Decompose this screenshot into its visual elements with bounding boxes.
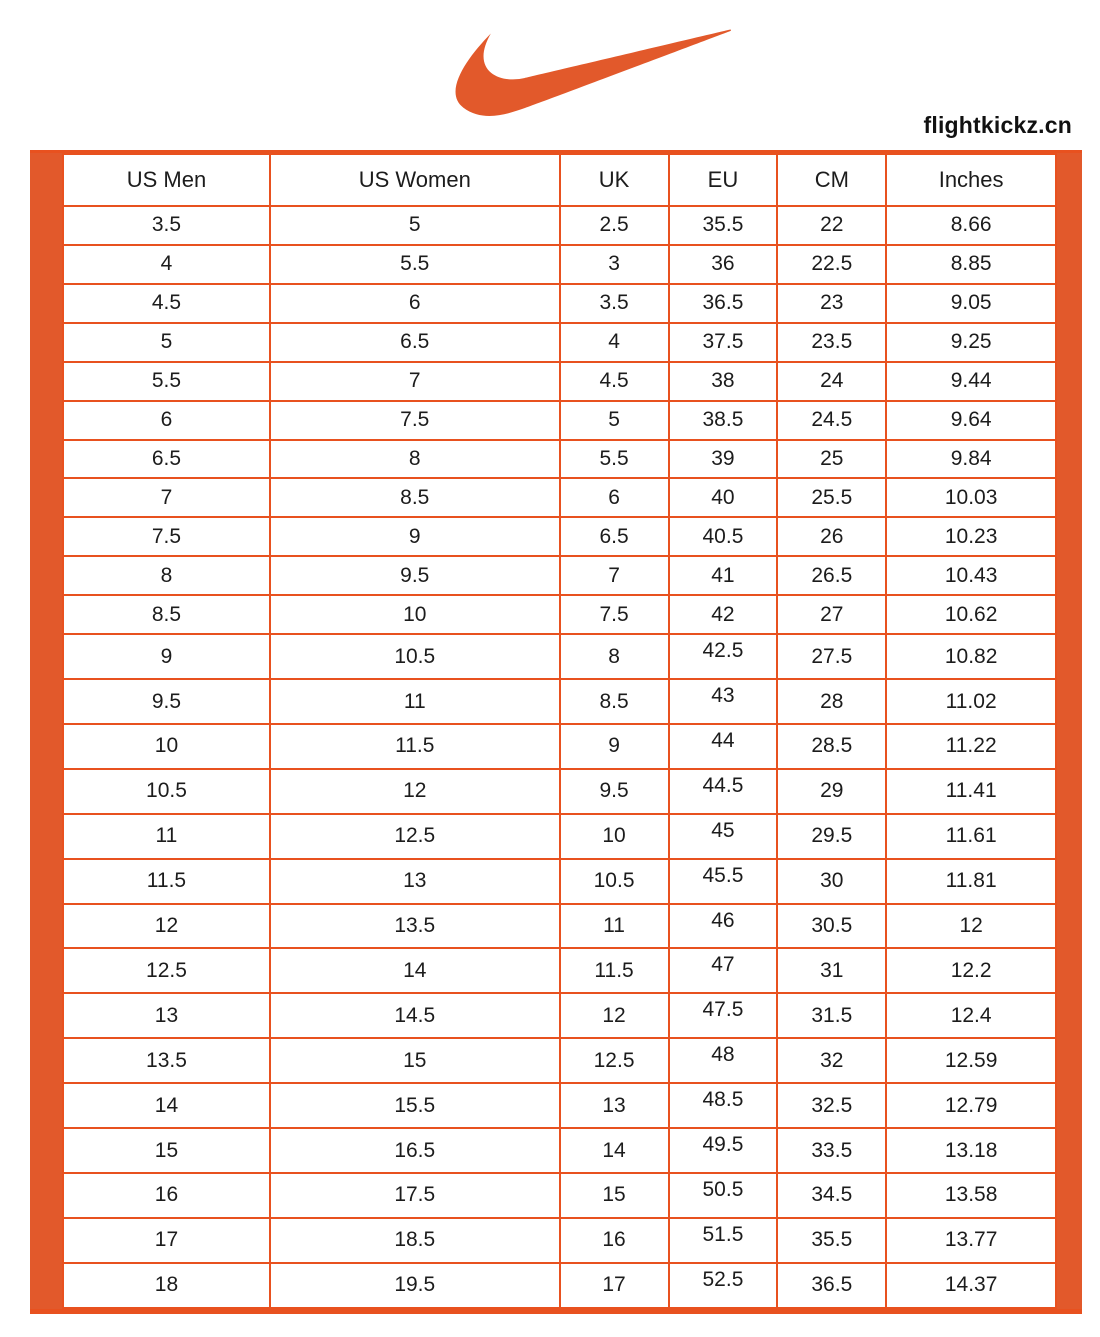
table-cell: 13.5 [63, 1038, 270, 1083]
table-row [63, 1173, 1056, 1218]
table-cell: 25.5 [777, 478, 886, 517]
table-cell: 10.5 [560, 859, 669, 904]
table-cell: 6 [560, 478, 669, 517]
table-cell: 7 [270, 362, 560, 401]
table-cell: 4 [560, 323, 669, 362]
table-cell: 12.4 [886, 993, 1056, 1038]
table-cell: 9 [63, 634, 270, 679]
table-row [63, 634, 1056, 679]
table-cell: 13 [270, 859, 560, 904]
table-cell: 15 [560, 1173, 669, 1218]
column-header-uk: UK [560, 154, 669, 206]
table-row [63, 1083, 1056, 1128]
table-cell: 13.5 [270, 904, 560, 949]
table-cell: 42 [669, 595, 778, 634]
table-cell: 10 [63, 724, 270, 769]
table-cell: 13.58 [886, 1173, 1056, 1218]
table-cell: 41 [669, 556, 778, 595]
table-cell: 19.5 [270, 1263, 560, 1308]
table-cell: 9.44 [886, 362, 1056, 401]
column-header-us-men: US Men [63, 154, 270, 206]
table-cell: 12 [270, 769, 560, 814]
table-cell: 12.79 [886, 1083, 1056, 1128]
table-cell: 10.5 [270, 634, 560, 679]
table-cell: 28 [777, 679, 886, 724]
table-cell: 17 [63, 1218, 270, 1263]
table-cell: 23.5 [777, 323, 886, 362]
table-cell: 9.5 [63, 679, 270, 724]
table-cell: 8 [560, 634, 669, 679]
table-cell: 16.5 [270, 1128, 560, 1173]
table-cell: 12.5 [560, 1038, 669, 1083]
table-cell: 51.5 [669, 1218, 778, 1263]
table-cell: 4.5 [560, 362, 669, 401]
table-row [63, 440, 1056, 479]
table-cell: 45.5 [669, 859, 778, 904]
table-cell: 27.5 [777, 634, 886, 679]
table-cell: 36.5 [777, 1263, 886, 1308]
nike-swoosh-icon [455, 28, 731, 118]
table-row [63, 679, 1056, 724]
column-header-us-women: US Women [270, 154, 560, 206]
table-cell: 10.43 [886, 556, 1056, 595]
table-cell: 8.5 [63, 595, 270, 634]
table-cell: 13.77 [886, 1218, 1056, 1263]
table-cell: 16 [63, 1173, 270, 1218]
column-header-cm: CM [777, 154, 886, 206]
table-cell: 8.66 [886, 206, 1056, 245]
table-cell: 14.37 [886, 1263, 1056, 1308]
table-cell: 12.5 [63, 948, 270, 993]
table-cell: 45 [669, 814, 778, 859]
table-cell: 27 [777, 595, 886, 634]
table-cell: 11.61 [886, 814, 1056, 859]
table-cell: 9.05 [886, 284, 1056, 323]
table-cell: 8 [63, 556, 270, 595]
table-cell: 32 [777, 1038, 886, 1083]
table-cell: 6.5 [560, 517, 669, 556]
table-cell: 10.82 [886, 634, 1056, 679]
table-cell: 38.5 [669, 401, 778, 440]
table-cell: 30.5 [777, 904, 886, 949]
table-row [63, 1218, 1056, 1263]
table-cell: 26 [777, 517, 886, 556]
header-row [63, 154, 1056, 206]
size-chart [30, 150, 1082, 1314]
table-cell: 4 [63, 245, 270, 284]
table-row [63, 517, 1056, 556]
table-cell: 44 [669, 724, 778, 769]
table-row [63, 556, 1056, 595]
table-row [63, 284, 1056, 323]
table-cell: 9.25 [886, 323, 1056, 362]
table-cell: 15 [63, 1128, 270, 1173]
table-row [63, 362, 1056, 401]
table-cell: 28.5 [777, 724, 886, 769]
table-row [63, 948, 1056, 993]
table-header [63, 154, 1056, 206]
table-cell: 7.5 [63, 517, 270, 556]
table-cell: 10.23 [886, 517, 1056, 556]
table-row [63, 245, 1056, 284]
table-cell: 48.5 [669, 1083, 778, 1128]
table-cell: 10.03 [886, 478, 1056, 517]
table-cell: 5.5 [270, 245, 560, 284]
nike-swoosh-logo [455, 28, 731, 118]
table-cell: 47 [669, 948, 778, 993]
left-accent-strip [30, 153, 62, 1309]
table-cell: 35.5 [777, 1218, 886, 1263]
table-row [63, 595, 1056, 634]
table-cell: 11.22 [886, 724, 1056, 769]
table-cell: 11.81 [886, 859, 1056, 904]
table-cell: 11.41 [886, 769, 1056, 814]
table-row [63, 206, 1056, 245]
table-cell: 11.5 [270, 724, 560, 769]
table-cell: 39 [669, 440, 778, 479]
table-row [63, 724, 1056, 769]
table-cell: 14.5 [270, 993, 560, 1038]
table-cell: 11 [270, 679, 560, 724]
table-cell: 15 [270, 1038, 560, 1083]
table-cell: 12.59 [886, 1038, 1056, 1083]
table-cell: 4.5 [63, 284, 270, 323]
table-cell: 22.5 [777, 245, 886, 284]
table-cell: 5.5 [560, 440, 669, 479]
table-cell: 11 [63, 814, 270, 859]
table-cell: 5 [270, 206, 560, 245]
table-cell: 8 [270, 440, 560, 479]
table-cell: 17.5 [270, 1173, 560, 1218]
table-cell: 48 [669, 1038, 778, 1083]
table-row [63, 904, 1056, 949]
table-cell: 42.5 [669, 634, 778, 679]
table-row [63, 401, 1056, 440]
table-cell: 2.5 [560, 206, 669, 245]
table-cell: 10 [560, 814, 669, 859]
table-cell: 12 [63, 904, 270, 949]
table-cell: 32.5 [777, 1083, 886, 1128]
table-cell: 29 [777, 769, 886, 814]
table-cell: 40.5 [669, 517, 778, 556]
table-cell: 47.5 [669, 993, 778, 1038]
table-row [63, 859, 1056, 904]
table-cell: 50.5 [669, 1173, 778, 1218]
table-cell: 9.5 [560, 769, 669, 814]
table-cell: 11.5 [63, 859, 270, 904]
table-cell: 43 [669, 679, 778, 724]
table-cell: 3.5 [63, 206, 270, 245]
table-row [63, 478, 1056, 517]
column-header-eu: EU [669, 154, 778, 206]
table-cell: 14 [63, 1083, 270, 1128]
table-cell: 24 [777, 362, 886, 401]
table-cell: 33.5 [777, 1128, 886, 1173]
table-cell: 9.5 [270, 556, 560, 595]
table-cell: 11 [560, 904, 669, 949]
table-cell: 15.5 [270, 1083, 560, 1128]
table-cell: 17 [560, 1263, 669, 1308]
table-cell: 13 [560, 1083, 669, 1128]
right-accent-strip [1057, 153, 1082, 1309]
size-conversion-table [62, 153, 1057, 1309]
table-cell: 26.5 [777, 556, 886, 595]
table-row [63, 814, 1056, 859]
table-cell: 23 [777, 284, 886, 323]
table-cell: 5 [63, 323, 270, 362]
table-cell: 37.5 [669, 323, 778, 362]
table-cell: 40 [669, 478, 778, 517]
table-cell: 36 [669, 245, 778, 284]
table-cell: 13.18 [886, 1128, 1056, 1173]
table-cell: 52.5 [669, 1263, 778, 1308]
table-row [63, 1128, 1056, 1173]
table-cell: 34.5 [777, 1173, 886, 1218]
table-cell: 6.5 [63, 440, 270, 479]
table-cell: 35.5 [669, 206, 778, 245]
table-cell: 10.62 [886, 595, 1056, 634]
table-cell: 7.5 [560, 595, 669, 634]
table-cell: 7.5 [270, 401, 560, 440]
table-row [63, 769, 1056, 814]
table-row [63, 1263, 1056, 1308]
table-cell: 10.5 [63, 769, 270, 814]
table-cell: 12.2 [886, 948, 1056, 993]
table-cell: 7 [560, 556, 669, 595]
table-cell: 13 [63, 993, 270, 1038]
table-cell: 3 [560, 245, 669, 284]
table-cell: 5 [560, 401, 669, 440]
table-cell: 16 [560, 1218, 669, 1263]
table-cell: 18.5 [270, 1218, 560, 1263]
table-cell: 31 [777, 948, 886, 993]
table-cell: 9 [560, 724, 669, 769]
table-cell: 14 [270, 948, 560, 993]
table-cell: 22 [777, 206, 886, 245]
column-header-inches: Inches [886, 154, 1056, 206]
table-cell: 6 [63, 401, 270, 440]
table-cell: 12 [560, 993, 669, 1038]
table-cell: 9.84 [886, 440, 1056, 479]
table-cell: 6.5 [270, 323, 560, 362]
table-cell: 3.5 [560, 284, 669, 323]
table-cell: 31.5 [777, 993, 886, 1038]
table-cell: 9 [270, 517, 560, 556]
table-cell: 12 [886, 904, 1056, 949]
table-cell: 6 [270, 284, 560, 323]
table-cell: 36.5 [669, 284, 778, 323]
table-cell: 18 [63, 1263, 270, 1308]
table-cell: 10 [270, 595, 560, 634]
table-row [63, 323, 1056, 362]
watermark-text: flightkickz.cn [923, 112, 1072, 138]
table-cell: 9.64 [886, 401, 1056, 440]
table-cell: 49.5 [669, 1128, 778, 1173]
table-cell: 25 [777, 440, 886, 479]
table-cell: 8.5 [560, 679, 669, 724]
table-cell: 29.5 [777, 814, 886, 859]
table-cell: 38 [669, 362, 778, 401]
table-cell: 12.5 [270, 814, 560, 859]
table-row [63, 993, 1056, 1038]
table-cell: 5.5 [63, 362, 270, 401]
table-cell: 46 [669, 904, 778, 949]
table-row [63, 1038, 1056, 1083]
table-cell: 14 [560, 1128, 669, 1173]
table-cell: 7 [63, 478, 270, 517]
table-cell: 8.5 [270, 478, 560, 517]
table-cell: 8.85 [886, 245, 1056, 284]
table-cell: 30 [777, 859, 886, 904]
table-cell: 11.5 [560, 948, 669, 993]
table-cell: 44.5 [669, 769, 778, 814]
table-cell: 11.02 [886, 679, 1056, 724]
table-cell: 24.5 [777, 401, 886, 440]
